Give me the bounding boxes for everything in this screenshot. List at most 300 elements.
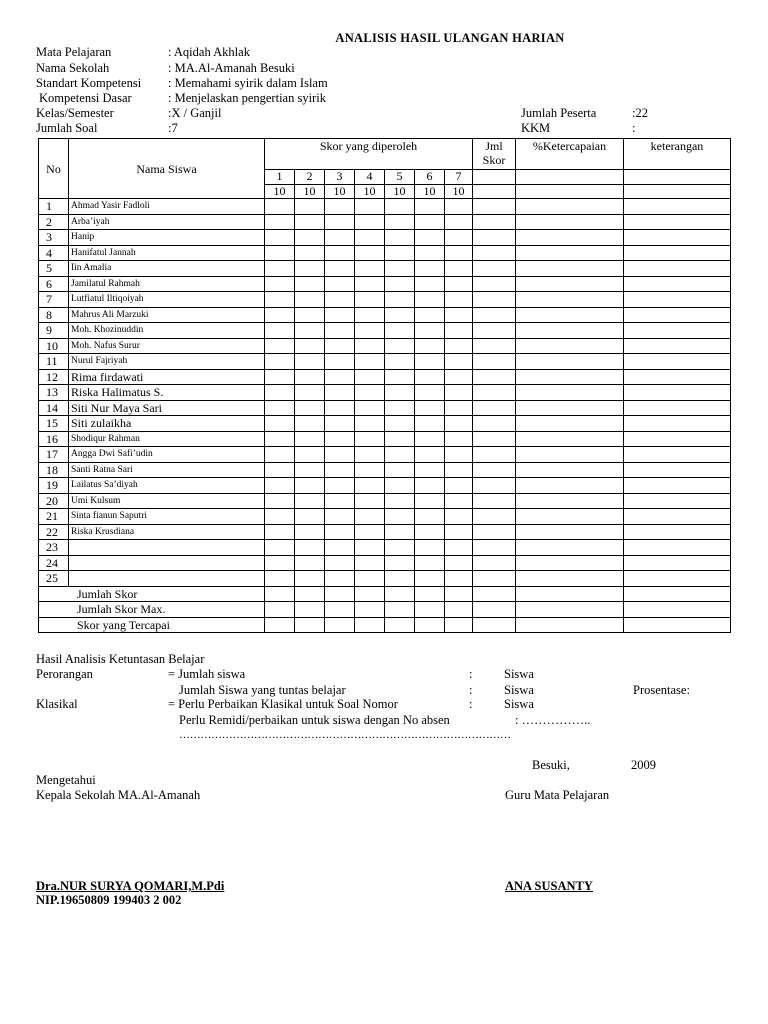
score-cell [385,354,415,370]
score-cell [295,354,325,370]
score-cell [295,493,325,509]
score-cell [295,540,325,556]
score-cell [325,493,355,509]
score-cell [516,354,624,370]
header-skor: Skor [482,153,506,167]
score-cell [325,230,355,246]
score-cell [325,602,355,618]
score-cell [473,199,516,215]
score-cell [355,369,385,385]
analysis-perorangan: Perorangan [36,667,93,681]
score-cell [473,586,516,602]
score-cell [445,385,473,401]
score-cell [265,307,295,323]
score-cell [415,354,445,370]
score-cell [385,400,415,416]
score-cell [325,462,355,478]
info-value-kelas-semester: :X / Ganjil [168,106,222,120]
score-cell [295,416,325,432]
score-cell [325,385,355,401]
student-name: Moh. Khozinuddin [69,323,265,339]
score-cell [473,292,516,308]
score-cell [355,617,385,633]
score-cell [415,292,445,308]
score-cell [415,400,445,416]
score-cell [355,462,385,478]
soal-number: 4 [355,170,385,185]
student-name: Angga Dwi Safi’udin [69,447,265,463]
row-number: 13 [39,385,69,401]
footer-label: Jumlah Skor Max. [39,602,265,618]
row-number: 4 [39,245,69,261]
score-cell [385,245,415,261]
score-cell [325,617,355,633]
score-cell [385,509,415,525]
score-cell [295,369,325,385]
row-number: 25 [39,571,69,587]
score-cell [295,478,325,494]
score-cell [445,524,473,540]
score-cell [355,245,385,261]
score-cell [473,602,516,618]
score-cell [473,447,516,463]
table-row [39,354,731,370]
score-cell [624,230,731,246]
score-cell [295,292,325,308]
score-cell [355,230,385,246]
row-number: 5 [39,261,69,277]
analysis-heading: Hasil Analisis Ketuntasan Belajar [36,652,205,666]
analysis-colon-3: : [469,697,473,711]
score-cell [295,214,325,230]
score-cell [295,400,325,416]
row-number: 21 [39,509,69,525]
table-row [39,245,731,261]
score-cell [516,493,624,509]
score-cell [355,540,385,556]
row-number: 7 [39,292,69,308]
score-cell [445,509,473,525]
student-name: Iin Amalia [69,261,265,277]
score-cell [385,214,415,230]
score-cell [624,493,731,509]
score-cell [624,462,731,478]
score-cell [265,555,295,571]
analysis-perlu-remidi: Perlu Remidi/perbaikan untuk siswa dengan No absen [179,713,450,727]
table-row [39,478,731,494]
score-cell [624,617,731,633]
student-name: Hanip [69,230,265,246]
score-cell [415,586,445,602]
footer-label: Skor yang Tercapai [39,617,265,633]
score-cell [295,602,325,618]
score-cell [516,602,624,618]
header-ketercapaian: %Ketercapaian [516,139,624,170]
info-label-mata-pelajaran: Mata Pelajaran [36,45,112,59]
analysis-klasikal: Klasikal [36,697,78,711]
score-cell [624,571,731,587]
score-cell [265,230,295,246]
score-cell [445,245,473,261]
score-cell [624,323,731,339]
student-name: Lailatus Sa’diyah [69,478,265,494]
info-value-nama-sekolah: : MA.Al-Amanah Besuki [168,61,295,75]
score-cell [325,509,355,525]
score-cell [516,431,624,447]
table-row [39,307,731,323]
signature-kepala-title: Kepala Sekolah MA.Al-Amanah [36,788,201,802]
max-score: 10 [295,184,325,199]
score-cell [516,586,624,602]
score-cell [415,571,445,587]
score-cell [516,416,624,432]
document-title: ANALISIS HASIL ULANGAN HARIAN [335,31,565,45]
score-cell [624,199,731,215]
score-cell [265,214,295,230]
score-cell [473,338,516,354]
table-row [39,400,731,416]
score-cell [445,400,473,416]
score-cell [325,447,355,463]
score-cell [385,338,415,354]
score-cell [325,586,355,602]
table-row [39,447,731,463]
score-cell [265,385,295,401]
score-cell [295,571,325,587]
student-name: Arba’iyah [69,214,265,230]
score-cell [445,199,473,215]
table-row [39,323,731,339]
student-name: Ahmad Yasir Fadloli [69,199,265,215]
score-cell [265,462,295,478]
score-cell [355,323,385,339]
score-cell [325,214,355,230]
empty-cell [624,184,731,199]
score-cell [295,431,325,447]
table-row [39,493,731,509]
score-cell [473,493,516,509]
analysis-siswa-1: Siswa [504,667,534,681]
soal-number: 7 [445,170,473,185]
soal-number: 6 [415,170,445,185]
score-cell [516,199,624,215]
score-cell [325,478,355,494]
score-cell [624,478,731,494]
score-cell [325,431,355,447]
score-cell [516,338,624,354]
max-score: 10 [265,184,295,199]
score-cell [516,292,624,308]
score-cell [295,230,325,246]
score-cell [415,230,445,246]
score-cell [385,199,415,215]
score-cell [325,555,355,571]
score-cell [265,416,295,432]
table-row [39,431,731,447]
score-cell [265,540,295,556]
info-value-kompetensi-dasar: : Menjelaskan pengertian syirik [168,91,326,105]
score-cell [385,586,415,602]
info-label-jumlah-soal: Jumlah Soal [36,121,98,135]
score-cell [624,524,731,540]
header-jml: Jml [485,139,503,153]
student-name: Umi Kulsum [69,493,265,509]
score-cell [516,214,624,230]
max-score: 10 [325,184,355,199]
score-cell [355,400,385,416]
score-cell [385,416,415,432]
score-cell [415,416,445,432]
max-score: 10 [445,184,473,199]
student-name: Riska Halimatus S. [69,385,265,401]
score-cell [516,369,624,385]
score-cell [445,555,473,571]
score-cell [385,524,415,540]
info-label-nama-sekolah: Nama Sekolah [36,61,110,75]
score-cell [355,416,385,432]
row-number: 11 [39,354,69,370]
info-value-mata-pelajaran: : Aqidah Akhlak [168,45,250,59]
analysis-remidi-value: : …………….. [515,713,591,727]
analysis-siswa-3: Siswa [504,697,534,711]
student-name [69,555,265,571]
score-cell [445,261,473,277]
score-cell [325,292,355,308]
score-cell [445,431,473,447]
score-cell [445,571,473,587]
score-cell [516,524,624,540]
score-cell [385,447,415,463]
score-cell [473,276,516,292]
score-cell [265,447,295,463]
info-value-jumlah-peserta: :22 [632,106,648,120]
score-cell [295,509,325,525]
analysis-siswa-2: Siswa [504,683,534,697]
score-cell [473,307,516,323]
score-cell [445,276,473,292]
score-cell [415,509,445,525]
empty-cell [473,184,516,199]
max-score: 10 [415,184,445,199]
score-cell [415,199,445,215]
analysis-prosentase: Prosentase: [633,683,690,697]
score-cell [473,261,516,277]
score-cell [265,261,295,277]
footer-label: Jumlah Skor [39,586,265,602]
header-skor-diperoleh: Skor yang diperoleh [265,139,473,170]
score-cell [445,416,473,432]
score-cell [445,540,473,556]
row-number: 24 [39,555,69,571]
table-row [39,338,731,354]
score-cell [265,338,295,354]
table-row [39,509,731,525]
table-row [39,276,731,292]
score-cell [624,369,731,385]
info-label-kkm: KKM [521,121,551,135]
score-cell [445,478,473,494]
score-cell [516,276,624,292]
row-number: 17 [39,447,69,463]
score-cell [445,354,473,370]
score-cell [445,230,473,246]
score-cell [445,586,473,602]
score-cell [295,307,325,323]
score-cell [265,245,295,261]
score-cell [473,571,516,587]
header-keterangan: keterangan [624,139,731,170]
score-cell [325,323,355,339]
soal-number: 3 [325,170,355,185]
score-cell [265,354,295,370]
empty-cell [473,170,516,185]
score-cell [473,400,516,416]
score-cell [355,447,385,463]
student-name: Rima firdawati [69,369,265,385]
score-cell [473,509,516,525]
score-cell [445,462,473,478]
analysis-jumlah-siswa: = Jumlah siswa [168,667,246,681]
score-cell [473,416,516,432]
score-cell [516,447,624,463]
score-cell [445,369,473,385]
score-cell [624,292,731,308]
score-cell [415,369,445,385]
score-cell [516,617,624,633]
soal-number: 5 [385,170,415,185]
score-cell [445,214,473,230]
analysis-jumlah-tuntas: Jumlah Siswa yang tuntas belajar [179,683,346,697]
score-cell [355,571,385,587]
score-cell [265,276,295,292]
score-cell [516,230,624,246]
score-cell [355,214,385,230]
score-cell [355,276,385,292]
info-value-jumlah-soal: :7 [168,121,178,135]
score-cell [325,261,355,277]
score-cell [385,493,415,509]
student-name: Sinta fianun Saputri [69,509,265,525]
score-cell [473,214,516,230]
score-cell [415,276,445,292]
score-cell [415,338,445,354]
score-cell [325,199,355,215]
score-cell [265,509,295,525]
score-cell [355,338,385,354]
score-cell [415,602,445,618]
score-cell [415,555,445,571]
footer-row [39,586,731,602]
score-cell [415,385,445,401]
score-cell [385,540,415,556]
score-cell [473,478,516,494]
row-number: 12 [39,369,69,385]
row-number: 20 [39,493,69,509]
score-cell [325,245,355,261]
student-name: Santi Ratna Sari [69,462,265,478]
table-row [39,555,731,571]
signature-place: Besuki, [532,758,570,772]
table-header-row [39,139,731,170]
score-cell [265,369,295,385]
score-cell [624,431,731,447]
score-cell [295,261,325,277]
analysis-perlu-perbaikan: = Perlu Perbaikan Klasikal untuk Soal Nomor [168,697,398,711]
score-cell [624,540,731,556]
score-cell [265,493,295,509]
score-cell [415,307,445,323]
info-label-standart-kompetensi: Standart Kompetensi [36,76,142,90]
student-name: Hanifatul Jannah [69,245,265,261]
score-cell [265,617,295,633]
score-cell [473,245,516,261]
student-name [69,571,265,587]
student-name: Shodiqur Rahman [69,431,265,447]
header-no: No [39,139,69,199]
row-number: 16 [39,431,69,447]
score-cell [516,571,624,587]
table-row [39,214,731,230]
score-cell [624,416,731,432]
score-cell [355,261,385,277]
score-cell [624,385,731,401]
score-cell [295,586,325,602]
score-cell [473,462,516,478]
score-cell [516,307,624,323]
table-row [39,292,731,308]
table-row [39,416,731,432]
score-cell [295,524,325,540]
score-cell [445,602,473,618]
score-cell [295,617,325,633]
score-cell [265,602,295,618]
score-cell [415,493,445,509]
student-name: Lutfiatul Iltiqoiyah [69,292,265,308]
score-cell [295,199,325,215]
score-cell [473,385,516,401]
score-cell [265,478,295,494]
score-cell [385,462,415,478]
score-cell [385,307,415,323]
score-cell [325,338,355,354]
score-cell [355,431,385,447]
analysis-dots-line: ………………………………………………………………………………… [179,729,511,741]
score-cell [624,602,731,618]
score-cell [355,292,385,308]
score-cell [355,199,385,215]
score-cell [355,509,385,525]
table-row [39,385,731,401]
score-cell [624,447,731,463]
score-cell [415,524,445,540]
score-cell [415,540,445,556]
score-cell [415,462,445,478]
empty-cell [624,170,731,185]
score-cell [325,276,355,292]
score-cell [415,245,445,261]
score-cell [624,586,731,602]
score-cell [415,323,445,339]
header-jml-skor [473,139,516,170]
score-cell [265,571,295,587]
empty-cell [516,184,624,199]
row-number: 18 [39,462,69,478]
footer-row [39,602,731,618]
table-row [39,540,731,556]
score-cell [624,400,731,416]
score-cell [473,369,516,385]
table-row [39,571,731,587]
